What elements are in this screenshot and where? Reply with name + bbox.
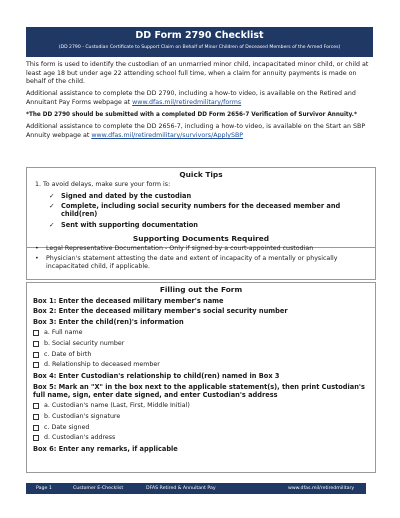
checklist-label: b. Social security number: [44, 339, 125, 347]
box-3-item[interactable]: [33, 351, 369, 359]
box-5-instruction: Box 5: Mark an "X" in the box next to the applicable statement(s), then print Custodian's full name, sign, enter date signed, and enter Custodian's address: [33, 382, 365, 400]
footer-url[interactable]: www.dfas.mil/retiredmilitary: [288, 486, 355, 491]
tip-item: [49, 192, 367, 200]
box-5-item[interactable]: [33, 402, 369, 410]
checkbox-icon[interactable]: [33, 403, 39, 409]
box-3-instruction: Box 3: Enter the child(ren)'s information: [33, 318, 184, 327]
intro-paragraph-2: [26, 90, 376, 107]
box-1-instruction: Box 1: Enter the deceased military member's name: [33, 296, 224, 305]
submission-note: *The DD 2790 should be submitted with a completed DD Form 2656-7 Verification of Survivor Annuity.*: [26, 112, 357, 119]
checkmark-icon: ✓: [49, 191, 55, 200]
checklist-label: b. Custodian's signature: [44, 412, 121, 420]
bullet-icon: •: [35, 254, 39, 262]
checklist-label: d. Relationship to deceased member: [44, 361, 160, 369]
box-5-item[interactable]: [33, 434, 369, 442]
checkmark-icon: ✓: [49, 201, 55, 210]
list-item: [35, 245, 367, 253]
list-item-label: Legal Representative Documentation - Only if signed by a court-appointed custodian: [46, 244, 314, 252]
checkbox-icon[interactable]: [33, 341, 39, 347]
box-5-item[interactable]: [33, 413, 369, 421]
page-subtitle: (DD 2790 - Custodian Certificate to Support Claim on Behalf of Minor Children of Deceased Members of the Armed Forces): [58, 45, 341, 50]
checkbox-icon[interactable]: [33, 362, 39, 368]
box-3-item[interactable]: [33, 361, 369, 369]
page-title: DD Form 2790 Checklist: [135, 30, 264, 41]
checkbox-icon[interactable]: [33, 425, 39, 431]
footer-document-name: Customer E-Checklist: [73, 486, 124, 491]
intro-paragraph-4: [26, 123, 376, 140]
checklist-label: a. Custodian's name (Last, First, Middle Initial): [44, 401, 190, 409]
tip-item: [49, 221, 367, 229]
forms-link[interactable]: www.dfas.mil/retiredmilitary/forms: [132, 98, 242, 106]
checkbox-icon[interactable]: [33, 352, 39, 358]
tip-item-label: Complete, including social security numbers for the deceased member and child(ren): [61, 201, 341, 219]
checklist-label: a. Full name: [44, 328, 83, 336]
list-item: [35, 255, 367, 272]
checklist-label: c. Date of birth: [44, 350, 92, 358]
sbp-link[interactable]: www.dfas.mil/retiredmilitary/survivors/ApplySBP: [91, 131, 244, 139]
footer-page-number: Page 1: [36, 486, 52, 491]
footer-organization: DFAS Retired & Annuitant Pay: [146, 486, 216, 491]
tip-item: [49, 202, 367, 218]
box-3-item[interactable]: [33, 329, 369, 337]
box-4-instruction: Box 4: Enter Custodian's relationship to child(ren) named in Box 3: [33, 372, 280, 381]
page-header: [26, 27, 373, 57]
filling-out-form-box: [26, 282, 376, 473]
quick-tips-step: 1. To avoid delays, make sure your form is:: [35, 181, 171, 188]
intro-paragraph-1: This form is used to identify the custodian of an unmarried minor child, incapacitated minor child, or child at least age 18 but under age 22 attending school full time, when a claim for annuity payments is made on behalf of the child.: [26, 61, 369, 86]
intro-section: [26, 61, 376, 144]
filling-out-form-title: Filling out the Form: [159, 285, 243, 294]
intro-paragraph-4-text: Additional assistance to complete the DD 2656-7, including a how-to video, is available on the Start an SBP Annuity webpage at: [26, 123, 366, 139]
page-footer: [26, 483, 366, 494]
checklist-label: d. Custodian's address: [44, 434, 116, 442]
box-5-item[interactable]: [33, 424, 369, 432]
checkbox-icon[interactable]: [33, 435, 39, 441]
tip-item-label: Signed and dated by the custodian: [61, 191, 192, 200]
box-2-instruction: Box 2: Enter the deceased military member's social security number: [33, 307, 288, 316]
box-3-item[interactable]: [33, 340, 369, 348]
checkbox-icon[interactable]: [33, 414, 39, 420]
quick-tips-title: Quick Tips: [179, 170, 223, 179]
checklist-label: c. Date signed: [44, 423, 90, 431]
tip-item-label: Sent with supporting documentation: [61, 220, 198, 229]
checkmark-icon: ✓: [49, 220, 55, 229]
intro-paragraph-2-text: Additional assistance to complete the DD 2790, including a how-to video, is available on the Retired and Annuitant Pay Forms webpage at: [26, 90, 356, 106]
supporting-documents-box: [26, 232, 376, 280]
supporting-documents-title: Supporting Documents Required: [132, 234, 270, 243]
bullet-icon: •: [35, 244, 39, 252]
checkbox-icon[interactable]: [33, 330, 39, 336]
box-6-instruction: Box 6: Enter any remarks, if applicable: [33, 445, 178, 454]
list-item-label: Physician's statement attesting the date and extent of incapacity of a mentally or physically incapacitated child, if applicable.: [46, 254, 338, 270]
